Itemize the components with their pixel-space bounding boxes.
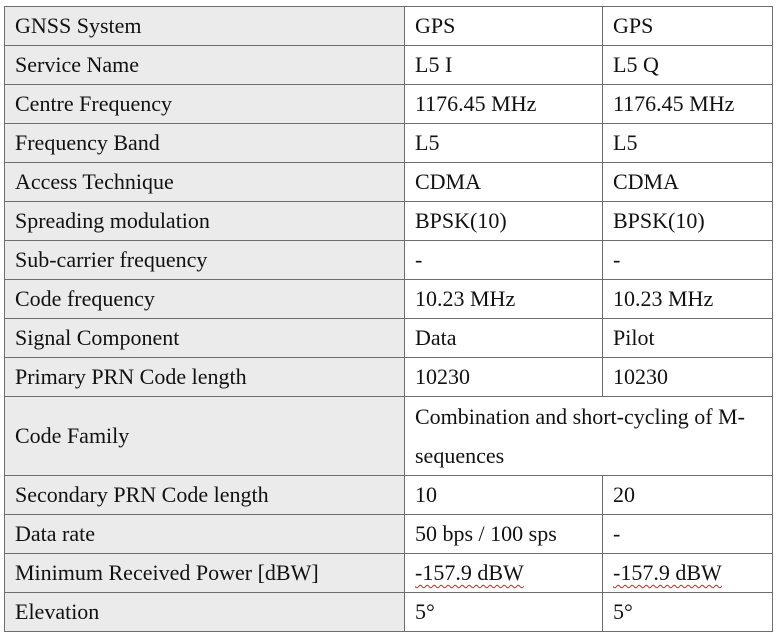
row-label: Code frequency: [5, 280, 405, 319]
row-label: Centre Frequency: [5, 85, 405, 124]
row-label: Code Family: [5, 397, 405, 476]
cell-l5q: 1176.45 MHz: [603, 85, 773, 124]
table-row: [5, 397, 773, 476]
row-label: Secondary PRN Code length: [5, 476, 405, 515]
row-label: Spreading modulation: [5, 202, 405, 241]
cell-l5i: 50 bps / 100 sps: [405, 515, 603, 554]
cell-l5i: 1176.45 MHz: [405, 85, 603, 124]
row-label: Service Name: [5, 46, 405, 85]
cell-l5i: 5°: [405, 593, 603, 632]
cell-text: -157.9 dBW: [613, 560, 722, 585]
table-row: [5, 476, 773, 515]
row-label: Sub-carrier frequency: [5, 241, 405, 280]
cell-text: -157.9 dBW: [415, 560, 524, 585]
cell-l5q: 20: [603, 476, 773, 515]
row-label: Minimum Received Power [dBW]: [5, 554, 405, 593]
table-row: [5, 46, 773, 85]
cell-l5q: -: [603, 515, 773, 554]
table-row: [5, 7, 773, 46]
row-label: Primary PRN Code length: [5, 358, 405, 397]
cell-l5i: GPS: [405, 7, 603, 46]
cell-l5q: GPS: [603, 7, 773, 46]
table-row: [5, 319, 773, 358]
cell-merged-code-family: Combination and short-cycling of M-sequences: [405, 397, 773, 476]
table-row: [5, 593, 773, 632]
table-row: [5, 554, 773, 593]
table-row: [5, 124, 773, 163]
cell-l5i: -: [405, 241, 603, 280]
table-row: [5, 163, 773, 202]
table-row: [5, 515, 773, 554]
row-label: Data rate: [5, 515, 405, 554]
cell-l5q: 10230: [603, 358, 773, 397]
cell-l5q: BPSK(10): [603, 202, 773, 241]
row-label: Signal Component: [5, 319, 405, 358]
row-label: Frequency Band: [5, 124, 405, 163]
cell-l5i: 10.23 MHz: [405, 280, 603, 319]
cell-l5i: 10230: [405, 358, 603, 397]
cell-l5i: Data: [405, 319, 603, 358]
table-row: [5, 85, 773, 124]
cell-l5q: L5 Q: [603, 46, 773, 85]
cell-l5i: CDMA: [405, 163, 603, 202]
row-label: Access Technique: [5, 163, 405, 202]
cell-l5i: L5 I: [405, 46, 603, 85]
cell-l5i: 10: [405, 476, 603, 515]
row-label: GNSS System: [5, 7, 405, 46]
cell-l5q: L5: [603, 124, 773, 163]
cell-l5q: [603, 554, 773, 593]
cell-l5q: Pilot: [603, 319, 773, 358]
cell-l5i: L5: [405, 124, 603, 163]
cell-l5q: 5°: [603, 593, 773, 632]
cell-l5q: -: [603, 241, 773, 280]
table-row: [5, 241, 773, 280]
cell-l5q: 10.23 MHz: [603, 280, 773, 319]
row-label: Elevation: [5, 593, 405, 632]
cell-l5i: BPSK(10): [405, 202, 603, 241]
table-row: [5, 202, 773, 241]
cell-l5i: [405, 554, 603, 593]
table-row: [5, 358, 773, 397]
gnss-spec-table: [4, 6, 773, 632]
table-row: [5, 280, 773, 319]
cell-l5q: CDMA: [603, 163, 773, 202]
